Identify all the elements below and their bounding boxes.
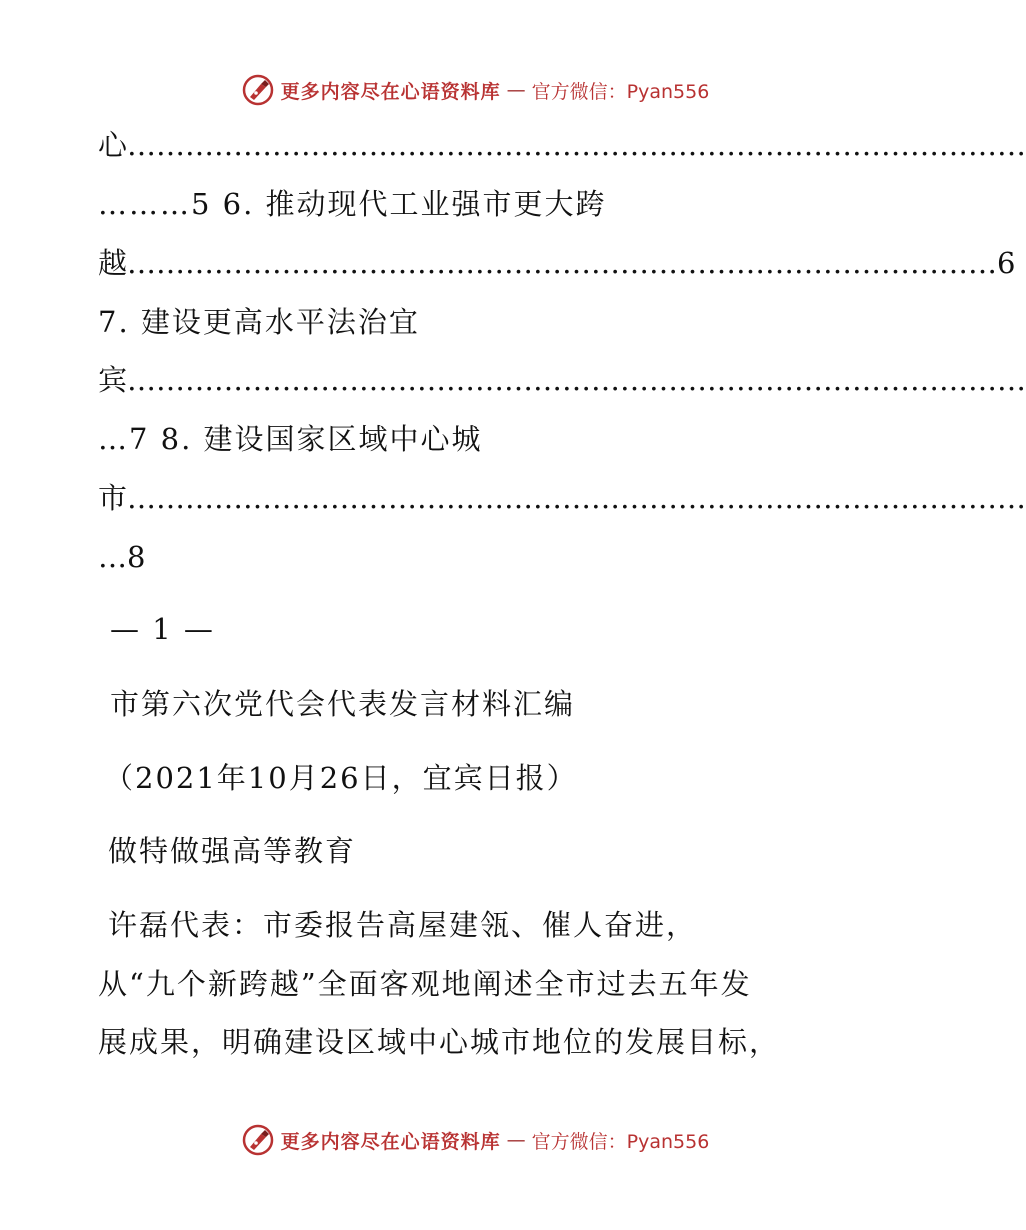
footer-watermark [0, 1120, 950, 1160]
paragraph-line: 许磊代表：市委报告高屋建瓴、催人奋进， [108, 908, 698, 942]
toc-line: 市………………………………………………………………………………… [98, 481, 1026, 515]
paragraph-line: 从“九个新跨越”全面客观地阐述全市过去五年发 [98, 967, 752, 1001]
paragraph-line: 展成果，明确建设区域中心城市地位的发展目标， [98, 1025, 781, 1059]
page-number: — 1 — [110, 612, 215, 646]
watermark-separator: — [506, 79, 526, 101]
pen-nib-icon [241, 73, 275, 107]
watermark-separator: — [506, 1129, 526, 1151]
toc-line: …7 8. 建设国家区域中心城 [98, 422, 483, 456]
watermark-text: 更多内容尽在心语资料库 [280, 1130, 501, 1153]
header-watermark [0, 70, 950, 110]
section-heading: 做特做强高等教育 [108, 834, 357, 868]
document-title: 市第六次党代会代表发言材料汇编 [110, 687, 576, 721]
toc-line: 越………………………………………………………………………………6 [98, 246, 1016, 280]
pen-nib-icon [241, 1123, 275, 1157]
watermark-text: 更多内容尽在心语资料库 [280, 80, 501, 103]
toc-line: …8 [98, 540, 146, 574]
toc-line: ………5 6. 推动现代工业强市更大跨 [98, 187, 607, 221]
watermark-wechat: 官方微信：Pyan556 [531, 1130, 710, 1153]
toc-line: 宾………………………………………………………………………………… [98, 363, 1026, 397]
toc-line: 7. 建设更高水平法治宜 [98, 305, 420, 339]
toc-line: 心………………………………………………………………………………… [98, 128, 1026, 162]
watermark-wechat: 官方微信：Pyan556 [531, 80, 710, 103]
document-source: （2021年10月26日，宜宾日报） [104, 761, 578, 795]
